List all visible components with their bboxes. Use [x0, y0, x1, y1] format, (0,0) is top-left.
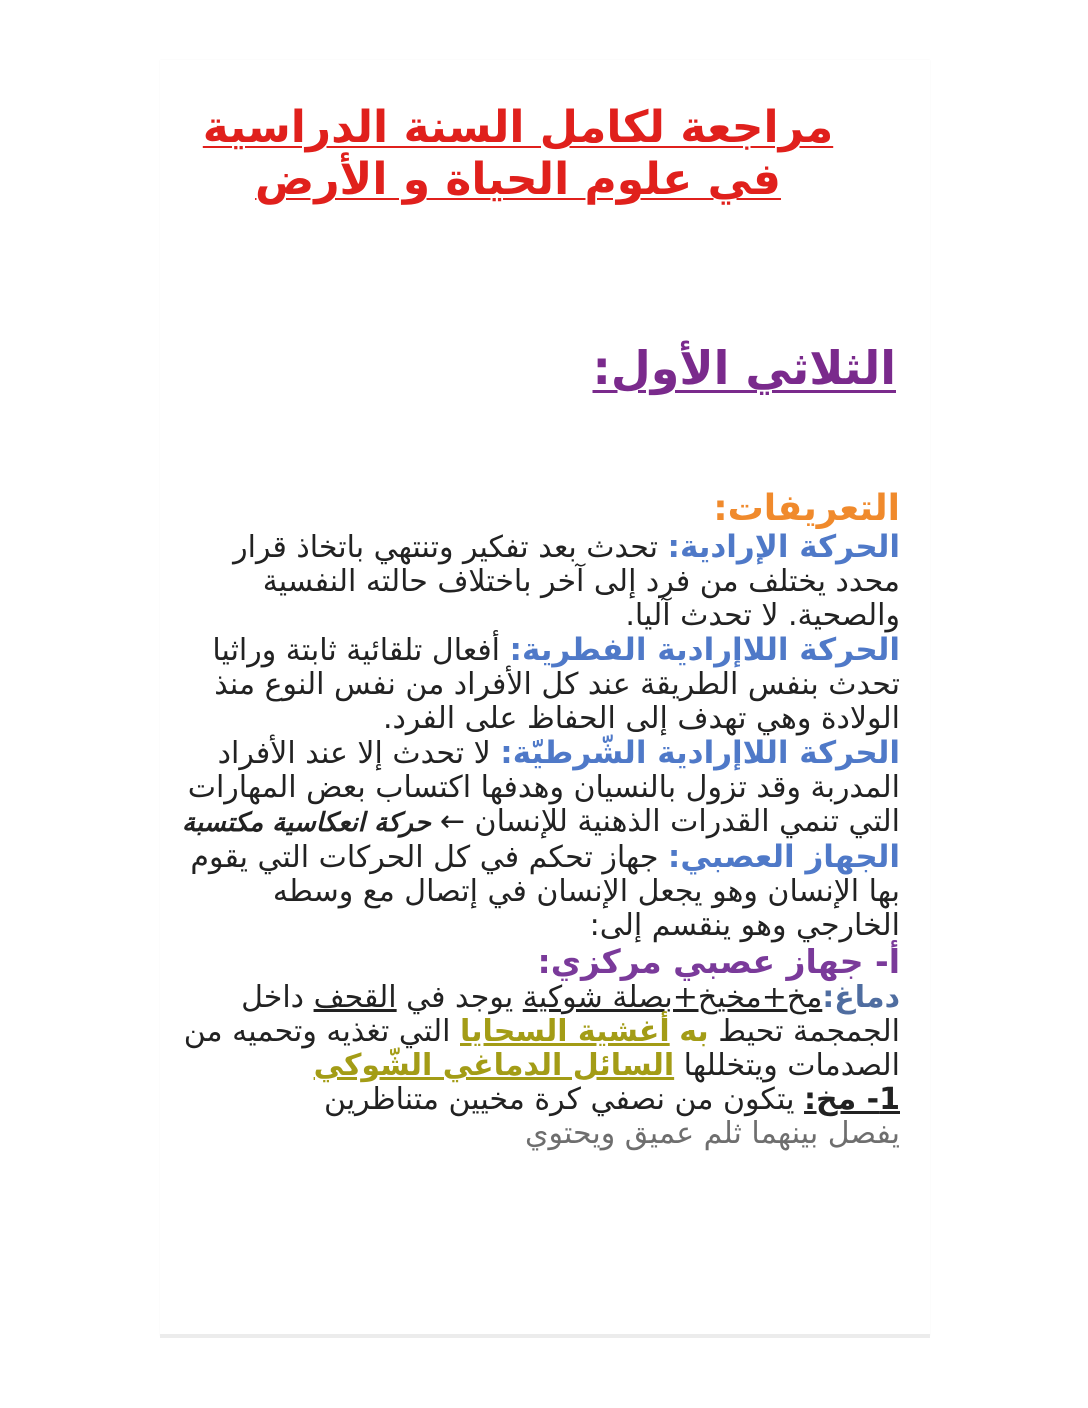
document-page	[160, 60, 930, 1336]
brain-text: يوجد في	[396, 980, 523, 1015]
definition-term: الحركة اللاإرادية الشّرطيّة:	[500, 735, 900, 771]
brain-text: التي تغذيه وتحميه من الصدمات ويتخللها	[183, 1014, 900, 1083]
definition-term: الجهاز العصبي:	[667, 839, 900, 875]
cerebrum-paragraph	[180, 1083, 900, 1117]
definition-innate-reflex	[180, 633, 900, 736]
definition-text: أفعال تلقائية ثابتة وراثيا تحدث بنفس الطريقة عند كل الأفراد من نفس النوع منذ الولادة وهي تهدف إلى الحفاظ على الفرد.	[212, 633, 900, 736]
brain-meninges: أغشية السحايا	[460, 1014, 670, 1049]
definition-conditioned-reflex	[180, 736, 900, 840]
definition-emphasis: حركة انعكاسية مكتسبة	[182, 808, 440, 838]
brain-parts: مخ+مخيخ+بصلة شوكية	[522, 980, 823, 1015]
definition-text: لا تحدث إلا عند الأفراد المدربة وقد تزول بالنسيان وهدفها اكتساب بعض المهارات التي تنمي القدرات الذهنية للإنسان ←	[187, 736, 900, 839]
brain-bih: به	[679, 1014, 709, 1049]
brain-label: دماغ:	[822, 980, 900, 1015]
brain-fluid: السائل الدماغي الشّوكي	[313, 1048, 675, 1083]
title-line-1: مراجعة لكامل السنة الدراسية	[202, 102, 834, 153]
definitions-heading: التعريفات:	[713, 488, 900, 529]
definition-voluntary-movement	[180, 530, 900, 633]
central-nervous-system-heading: أ- جهاز عصبي مركزي:	[537, 942, 900, 981]
cerebrum-label: 1- مخ:	[804, 1082, 900, 1117]
brain-paragraph	[180, 981, 900, 1083]
brain-text: داخل الجمجمة تحيط	[241, 980, 900, 1049]
title-line-2: في علوم الحياة و الأرض	[255, 154, 781, 205]
semester-heading: الثلاثي الأول:	[592, 341, 896, 395]
cerebrum-text: يتكون من نصفي كرة مخيين متناظرين	[324, 1082, 805, 1117]
document-title	[168, 102, 868, 206]
definition-text: جهاز تحكم في كل الحركات التي يقوم بها الإنسان وهو يجعل الإنسان في إتصال مع وسطه الخارجي وهو ينقسم إلى:	[190, 840, 900, 943]
definition-term: الحركة الإرادية:	[667, 529, 900, 565]
document-body	[180, 488, 900, 1151]
page-bottom-edge	[160, 1334, 930, 1338]
cut-off-line: يفصل بينهما ثلم عميق ويحتوي	[525, 1116, 900, 1151]
brain-skull: القحف	[313, 980, 397, 1015]
definition-nervous-system	[180, 840, 900, 943]
definition-text: تحدث بعد تفكير وتنتهي باتخاذ قرار محدد يختلف من فرد إلى آخر باختلاف حالته النفسية والصحية. لا تحدث آليا.	[233, 530, 900, 633]
definition-term: الحركة اللاإرادية الفطرية:	[509, 632, 900, 668]
